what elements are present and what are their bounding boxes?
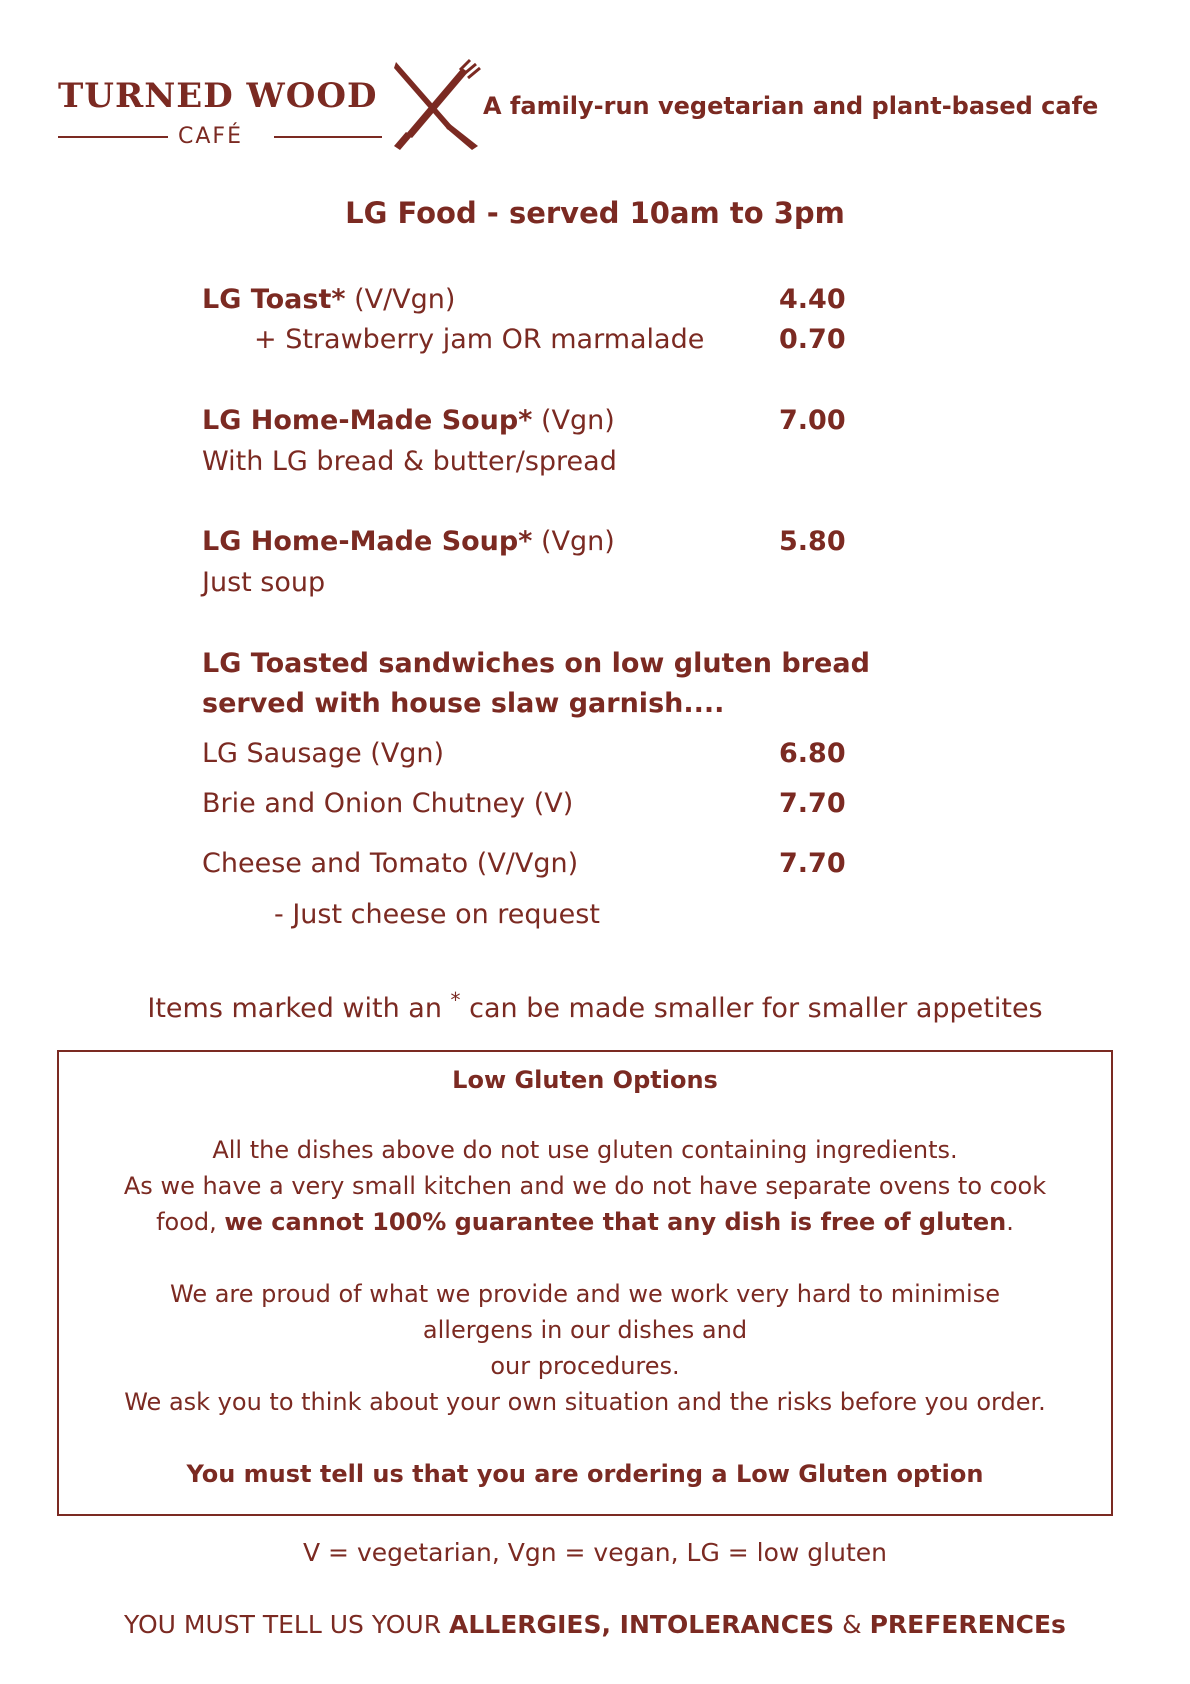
item-tag: (V/Vgn): [345, 284, 456, 315]
menu-item-brie: Brie and Onion Chutney (V): [202, 788, 574, 819]
allergy-amp: &: [834, 1610, 870, 1639]
menu-item-soup-bread: [202, 405, 615, 436]
menu-item-sausage: LG Sausage (Vgn): [202, 738, 445, 769]
item-name: LG Home-Made Soup: [202, 526, 519, 557]
item-name: LG Home-Made Soup: [202, 405, 519, 436]
allergy-word: ALLERGIES: [449, 1610, 602, 1639]
section-title: LG Food - served 10am to 3pm: [345, 196, 845, 230]
allergy-word: PREFERENCEs: [869, 1610, 1066, 1639]
note-star: *: [450, 988, 461, 1012]
low-gluten-text: We ask you to think about your own situation and the risks before you order.: [124, 1388, 1046, 1416]
price-soup-bread: 7.00: [779, 405, 846, 436]
low-gluten-title: Low Gluten Options: [452, 1066, 718, 1094]
price-cheese: 7.70: [779, 848, 846, 879]
logo-rule-left: [58, 136, 168, 138]
low-gluten-text: As we have a very small kitchen and we do not have separate ovens to cook: [123, 1172, 1047, 1200]
allergy-prefix: YOU MUST TELL US YOUR: [124, 1610, 450, 1639]
tagline: A family-run vegetarian and plant-based cafe: [483, 92, 1099, 120]
low-gluten-box: [57, 1050, 1113, 1516]
guarantee-bold: we cannot 100% guarantee that any dish is free of gluten: [224, 1208, 1007, 1236]
sandwich-heading-line1: [202, 648, 870, 679]
logo-name: TURNED WOOD: [58, 76, 378, 116]
item-star: *: [518, 526, 533, 557]
guarantee-end: .: [1006, 1208, 1014, 1236]
sandwich-heading-line2: [202, 688, 724, 719]
menu-item-cheese: Cheese and Tomato (V/Vgn): [202, 848, 579, 879]
item-tag: (Vgn): [532, 405, 615, 436]
low-gluten-text: our procedures.: [490, 1352, 680, 1380]
item-name: LG Toast: [202, 284, 332, 315]
legend: V = vegetarian, Vgn = vegan, LG = low gluten: [303, 1538, 887, 1567]
sandwich-heading-text: LG Toasted sandwiches on low gluten bread: [202, 648, 870, 679]
logo-rule-right: [274, 136, 382, 138]
item-star: *: [518, 405, 533, 436]
menu-item-toast: [202, 284, 455, 315]
menu-addon-toast: + Strawberry jam OR marmalade: [254, 324, 705, 355]
item-desc-soup-only: Just soup: [202, 567, 326, 598]
low-gluten-guarantee: [59, 1208, 1111, 1236]
item-star: *: [331, 284, 346, 315]
item-note-cheese: - Just cheese on request: [274, 899, 600, 930]
menu-item-soup-only: [202, 526, 615, 557]
sandwich-heading-text: served with house slaw garnish....: [202, 688, 725, 719]
low-gluten-text: All the dishes above do not use gluten containing ingredients.: [212, 1136, 958, 1164]
item-tag: (Vgn): [532, 526, 615, 557]
note-text: Items marked with an: [147, 993, 451, 1024]
logo-sub: CAFÉ: [178, 124, 243, 149]
low-gluten-text: allergens in our dishes and: [422, 1316, 748, 1344]
low-gluten-closing: You must tell us that you are ordering a Low Gluten option: [186, 1460, 984, 1488]
price-sausage: 6.80: [779, 738, 846, 769]
price-soup-only: 5.80: [779, 526, 846, 557]
item-desc-soup-bread: With LG bread & butter/spread: [202, 446, 617, 477]
allergy-word: INTOLERANCES: [619, 1610, 835, 1639]
smaller-portions-note: [0, 988, 1190, 1024]
allergy-notice: [0, 1610, 1190, 1639]
allergy-comma: ,: [601, 1610, 620, 1639]
price-toast-addon: 0.70: [779, 324, 846, 355]
note-text: can be made smaller for smaller appetites: [460, 993, 1043, 1024]
price-brie: 7.70: [779, 788, 846, 819]
guarantee-start: food,: [156, 1208, 225, 1236]
price-toast: 4.40: [779, 284, 846, 315]
low-gluten-text: We are proud of what we provide and we work very hard to minimise: [170, 1280, 1000, 1308]
knife-fork-icon: [392, 58, 482, 150]
